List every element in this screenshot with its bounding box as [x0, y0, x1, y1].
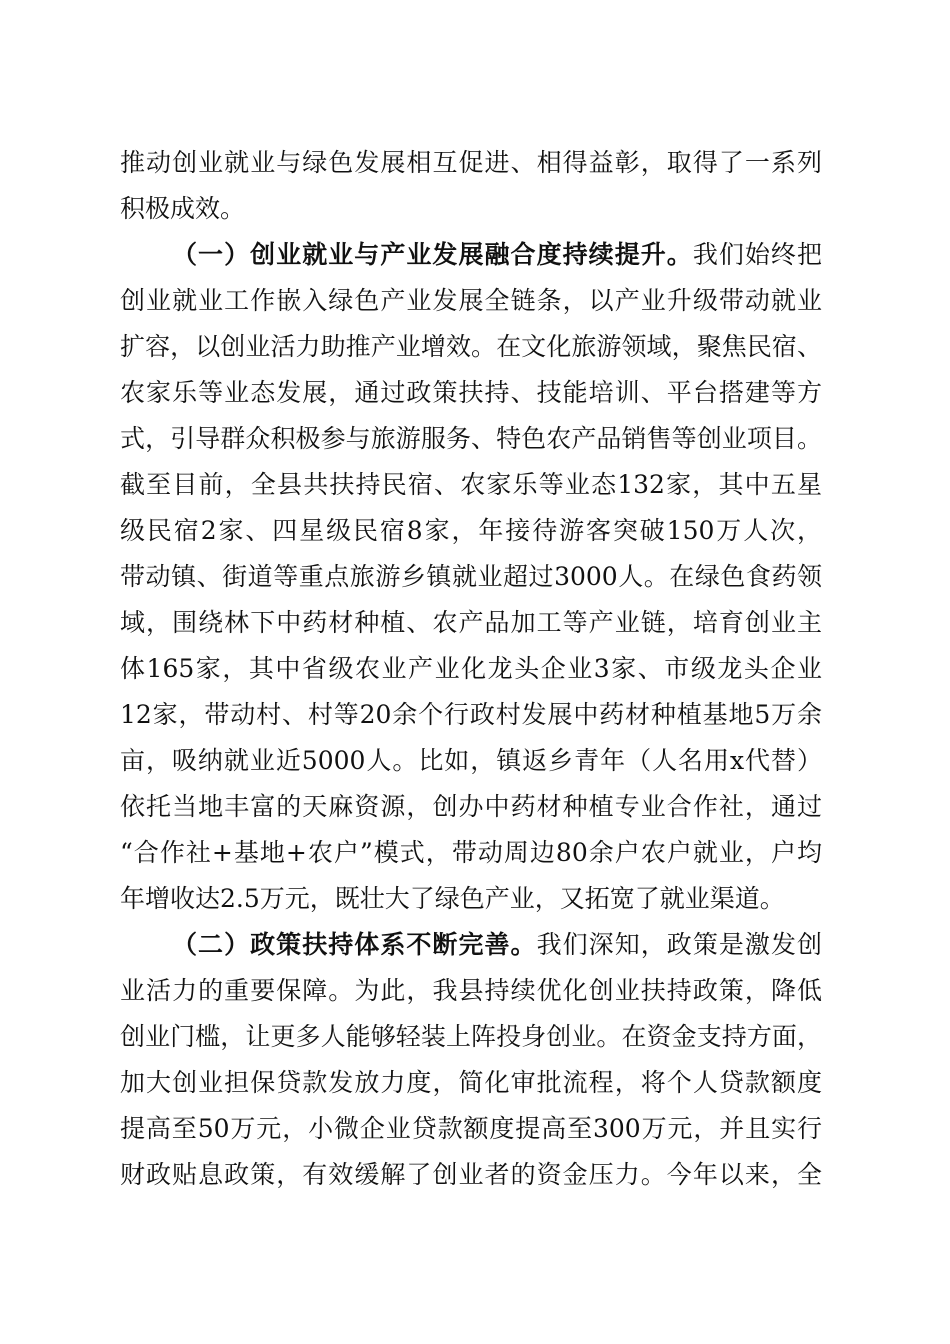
line-text: 依托当地丰富的天麻资源，创办中药材种植专业合作社，通过 [120, 792, 822, 821]
line-text: 加大创业担保贷款发放力度，简化审批流程，将个人贷款额度 [120, 1068, 822, 1097]
text-line [0, 741, 950, 781]
line-text: 亩，吸纳就业近5000人。比如，镇返乡青年（人名用x代替） [120, 746, 822, 775]
text-line [0, 1155, 950, 1195]
text-line [0, 557, 950, 597]
text-line [0, 465, 950, 505]
line-text: 式，引导群众积极参与旅游服务、特色农产品销售等创业项目。 [120, 424, 822, 453]
text-line [0, 373, 950, 413]
text-line [0, 695, 950, 735]
line-text: 带动镇、街道等重点旅游乡镇就业超过3000人。在绿色食药领 [120, 562, 822, 591]
line-text: 域，围绕林下中药材种植、农产品加工等产业链，培育创业主 [120, 608, 822, 637]
line-text: 年增收达2.5万元，既壮大了绿色产业，又拓宽了就业渠道。 [120, 884, 785, 913]
line-text: 体165家，其中省级农业产业化龙头企业3家、市级龙头企业 [120, 654, 822, 683]
line-text: 积极成效。 [120, 194, 246, 223]
line-text: 业活力的重要保障。为此，我县持续优化创业扶持政策，降低 [120, 976, 822, 1005]
line-text: 级民宿2家、四星级民宿8家，年接待游客突破150万人次， [120, 516, 822, 545]
line-text: 推动创业就业与绿色发展相互促进、相得益彰，取得了一系列 [120, 148, 822, 177]
text-line [0, 1109, 950, 1149]
text-line [0, 143, 950, 183]
section-heading: （二）政策扶持体系不断完善。 [172, 930, 537, 959]
text-line [0, 649, 950, 689]
line-text: 截至目前，全县共扶持民宿、农家乐等业态132家，其中五星 [120, 470, 822, 499]
line-text: 我们深知，政策是激发创 [536, 930, 822, 959]
line-text: 农家乐等业态发展，通过政策扶持、技能培训、平台搭建等方 [120, 378, 822, 407]
text-line [0, 1017, 950, 1057]
text-line [0, 833, 950, 873]
line-text: 创业就业工作嵌入绿色产业发展全链条，以产业升级带动就业 [120, 286, 822, 315]
text-line [0, 879, 950, 919]
section-heading-line [0, 925, 950, 965]
text-line [0, 603, 950, 643]
line-text: 财政贴息政策，有效缓解了创业者的资金压力。今年以来，全 [120, 1160, 822, 1189]
text-line [0, 419, 950, 459]
text-line [0, 281, 950, 321]
section-heading-line [0, 235, 950, 275]
text-line [0, 189, 950, 229]
line-text: 12家，带动村、村等20余个行政村发展中药材种植基地5万余 [120, 700, 822, 729]
text-line [0, 787, 950, 827]
line-text: 创业门槛，让更多人能够轻装上阵投身创业。在资金支持方面， [120, 1022, 822, 1051]
text-line [0, 1063, 950, 1103]
text-line [0, 327, 950, 367]
text-line [0, 511, 950, 551]
section-heading: （一）创业就业与产业发展融合度持续提升。 [172, 240, 693, 269]
line-text: 扩容，以创业活力助推产业增效。在文化旅游领域，聚焦民宿、 [120, 332, 822, 361]
text-line [0, 971, 950, 1011]
line-text: 提高至50万元，小微企业贷款额度提高至300万元，并且实行 [120, 1114, 822, 1143]
line-text: 我们始终把 [692, 240, 822, 269]
line-text: “合作社+基地+农户”模式，带动周边80余户农户就业，户均 [120, 838, 822, 867]
